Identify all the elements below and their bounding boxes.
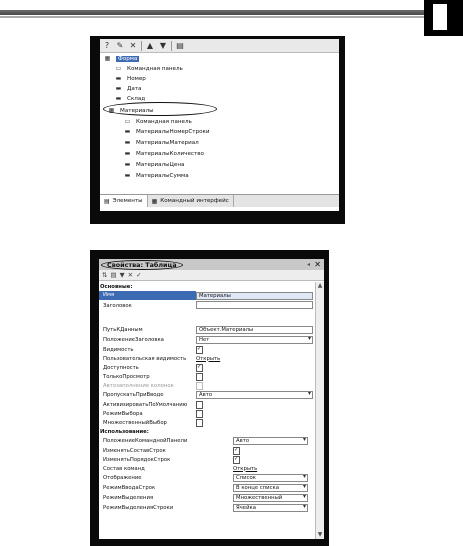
prop-command-bar-position[interactable]: ПоложениеКоманднойПанели Авто ▾: [99, 436, 315, 445]
apply-icon[interactable]: ✓: [136, 271, 142, 279]
title-field[interactable]: [196, 301, 313, 309]
tree-item-price[interactable]: ▬ МатериалыЦена: [122, 160, 184, 170]
command-bar-icon: ▭: [124, 118, 131, 125]
display-select[interactable]: Список ▾: [233, 474, 308, 482]
sort-icon[interactable]: ⇅: [102, 271, 108, 279]
titlepos-select[interactable]: Нет ▾: [196, 336, 313, 344]
close-icon[interactable]: ✕: [314, 260, 321, 269]
tree-item-warehouse[interactable]: ▬ Склад: [113, 94, 145, 104]
pin-icon[interactable]: ◂: [306, 261, 310, 268]
properties-window: [99, 259, 324, 539]
prop-visible[interactable]: Видимость ✓: [103, 346, 202, 353]
properties-toolbar: [99, 270, 324, 281]
bottom-tabs: [100, 194, 339, 207]
prop-title[interactable]: Заголовок: [99, 301, 315, 310]
section-usage[interactable]: Использование:: [100, 428, 149, 435]
prop-enabled[interactable]: Доступность ✓: [103, 364, 202, 371]
prop-activate-default[interactable]: АктивизироватьПоУмолчанию: [99, 400, 315, 409]
prop-row-selection-mode[interactable]: РежимВыделенияСтроки Ячейка ▾: [99, 503, 315, 512]
row-input-mode-select[interactable]: В конце списка ▾: [233, 484, 308, 492]
table-icon: ▦: [108, 107, 115, 114]
vertical-scrollbar[interactable]: [315, 282, 324, 539]
prop-command-set[interactable]: Состав команд Открыть: [103, 465, 258, 472]
datapath-field[interactable]: Объект.Материалы: [196, 326, 313, 334]
tree-item-quantity[interactable]: ▬ МатериалыКоличество: [122, 149, 204, 159]
change-row-order-checkbox[interactable]: ✓: [234, 456, 239, 462]
tree-item-line-number[interactable]: ▬ МатериалыНомерСтроки: [122, 127, 210, 137]
prop-change-row-set[interactable]: ИзменятьСоставСтрок ✓: [103, 447, 239, 454]
header-rule-thin: [0, 16, 430, 18]
activate-default-checkbox[interactable]: [196, 401, 203, 409]
properties-title: Свойства: Таблица: [101, 260, 183, 270]
tree-item-sum[interactable]: ▬ МатериалыСумма: [122, 171, 189, 181]
move-up-icon[interactable]: ▲: [146, 40, 154, 50]
filter-icon[interactable]: ▼: [119, 271, 125, 279]
name-field[interactable]: Материалы: [196, 292, 313, 300]
form-elements-window: [100, 39, 339, 211]
header-rule: [0, 10, 430, 15]
visible-checkbox[interactable]: ✓: [197, 346, 202, 352]
clear-icon[interactable]: ✕: [127, 271, 134, 279]
toolbar-divider: [141, 41, 142, 51]
tree-item-table-command-bar[interactable]: ▭ Командная панель: [122, 117, 192, 127]
change-row-set-checkbox[interactable]: ✓: [234, 447, 239, 453]
move-down-icon[interactable]: ▼: [159, 40, 167, 50]
tab-elements[interactable]: ▤ Элементы: [100, 195, 148, 207]
field-icon: ▬: [115, 95, 122, 102]
selection-mode-select[interactable]: Множественный ▾: [233, 494, 308, 502]
field-icon: ▬: [124, 161, 131, 168]
prop-autofill[interactable]: Автозаполнение колонок: [99, 381, 315, 390]
multi-select-checkbox[interactable]: [196, 419, 203, 427]
prop-readonly[interactable]: ТолькоПросмотр: [99, 372, 315, 381]
properties-header: [99, 259, 324, 270]
categories-icon[interactable]: ▤: [110, 271, 117, 279]
field-icon: ▬: [124, 150, 131, 157]
field-icon: ▬: [124, 128, 131, 135]
delete-icon[interactable]: ✕: [129, 40, 137, 50]
prop-change-row-order[interactable]: ИзменятьПорядокСтрок ✓: [103, 456, 239, 463]
tree-item-form[interactable]: ▦ Форма: [102, 54, 139, 64]
autofill-checkbox[interactable]: [196, 382, 203, 390]
prop-display[interactable]: Отображение Список ▾: [99, 473, 315, 482]
tree-item-material[interactable]: ▬ МатериалыМатериал: [122, 138, 199, 148]
tree-item-command-bar[interactable]: ▭ Командная панель: [113, 64, 183, 74]
tree-item-date[interactable]: ▬ Дата: [113, 84, 141, 94]
field-icon: ▬: [124, 139, 131, 146]
elements-icon: ▤: [104, 197, 110, 205]
scroll-up-icon[interactable]: ▲: [317, 282, 323, 289]
selection-mode-checkbox[interactable]: [196, 410, 203, 418]
toolbar-divider: [171, 41, 172, 51]
form-icon: ▦: [104, 55, 111, 62]
edit-icon[interactable]: ✎: [116, 40, 124, 50]
highlight-oval: [103, 102, 217, 116]
help-icon[interactable]: ?: [104, 40, 110, 50]
prop-datapath[interactable]: ПутьКДанным Объект.Материалы: [99, 325, 315, 334]
field-icon: ▬: [124, 172, 131, 179]
field-icon: ▬: [115, 85, 122, 92]
command-bar-icon: ▭: [115, 65, 122, 72]
command-bar-position-select[interactable]: Авто ▾: [233, 437, 308, 445]
prop-skip-input[interactable]: ПропускатьПриВводе Авто ▾: [99, 390, 315, 399]
section-basic[interactable]: Основные:: [100, 283, 133, 290]
prop-selection-mode[interactable]: РежимВыбора: [99, 409, 315, 418]
row-selection-mode-select[interactable]: Ячейка ▾: [233, 504, 308, 512]
add-element-icon[interactable]: ▤: [176, 40, 184, 50]
prop-titlepos[interactable]: ПоложениеЗаголовка Нет ▾: [99, 335, 315, 344]
command-set-link[interactable]: Открыть: [233, 465, 258, 472]
prop-row-input-mode[interactable]: РежимВводаСтрок В конце списка ▾: [99, 483, 315, 492]
elements-toolbar: [100, 39, 339, 53]
chapter-tab-marker: [424, 0, 463, 36]
prop-name[interactable]: Имя Материалы: [99, 291, 315, 300]
skip-input-select[interactable]: Авто ▾: [196, 391, 313, 399]
scroll-down-icon[interactable]: ▼: [317, 531, 323, 538]
prop-user-visibility[interactable]: Пользовательская видимость Открыть: [103, 355, 221, 362]
command-interface-icon: ▦: [151, 197, 158, 205]
prop-multi-select[interactable]: МножественныйВыбор: [99, 418, 315, 427]
user-visibility-link[interactable]: Открыть: [196, 355, 221, 362]
tree-item-materials-table[interactable]: ▦ Материалы: [106, 106, 154, 116]
field-icon: ▬: [115, 75, 122, 82]
readonly-checkbox[interactable]: [196, 373, 203, 381]
prop-selection-mode-select[interactable]: РежимВыделения Множественный ▾: [99, 493, 315, 502]
tab-command-interface[interactable]: ▦ Командный интерфейс: [148, 195, 234, 207]
tree-item-number[interactable]: ▬ Номер: [113, 74, 146, 84]
enabled-checkbox[interactable]: ✓: [197, 364, 202, 370]
